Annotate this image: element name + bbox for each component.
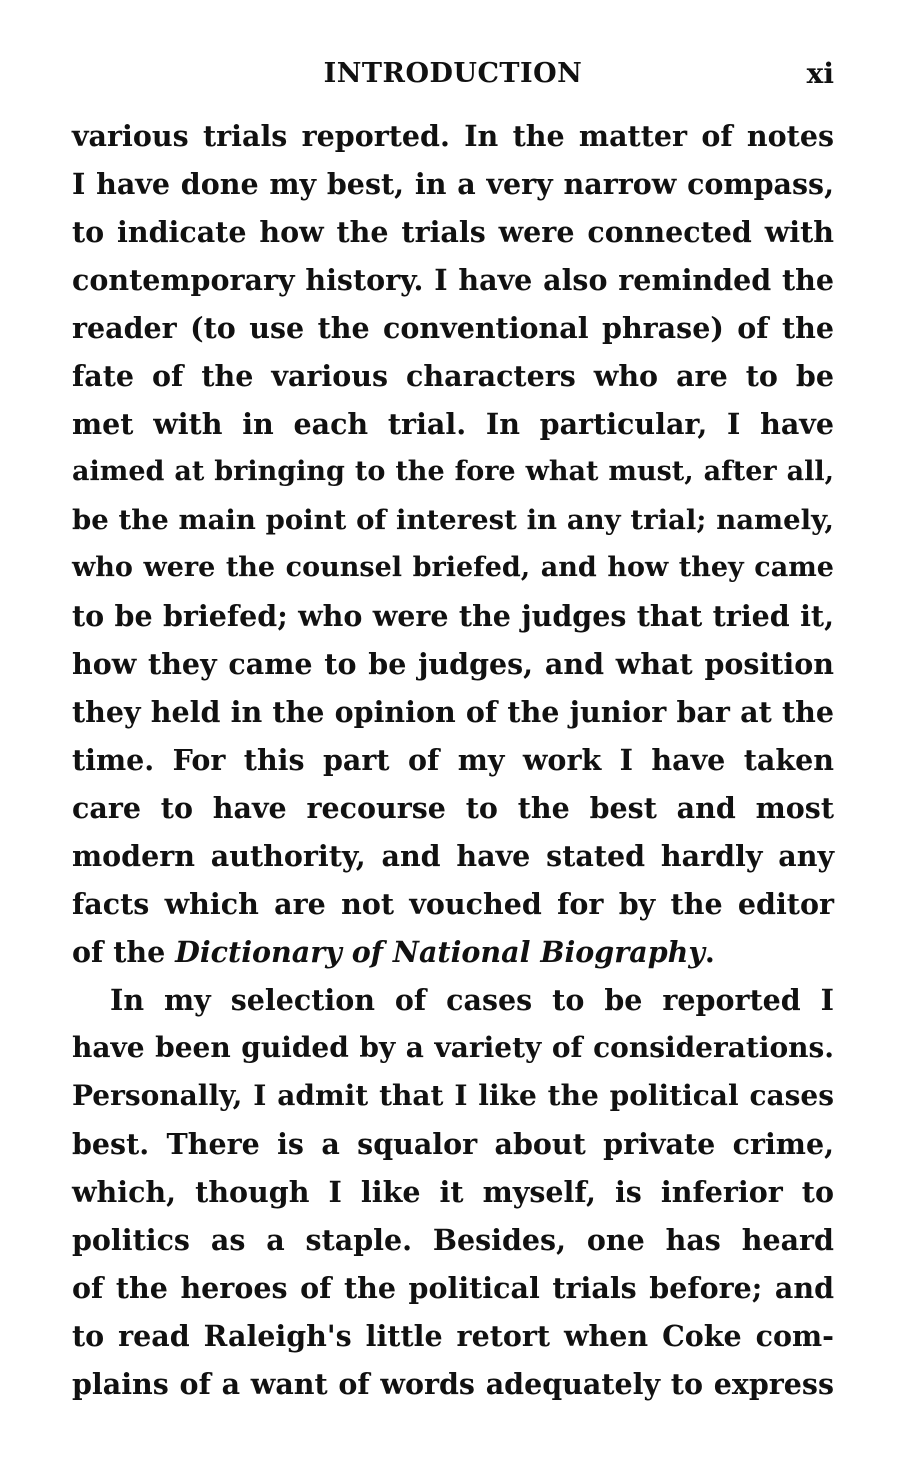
- text-fragment: .: [704, 935, 715, 969]
- text-line-indented: In my selection of cases to be reported I: [110, 983, 834, 1017]
- text-line: who were the counsel briefed, and how they came: [72, 552, 834, 583]
- text-line: reader (to use the conventional phrase) of the: [72, 311, 834, 345]
- text-line-last: [72, 928, 834, 976]
- paragraph-1: [72, 112, 834, 976]
- text-line: of the heroes of the political trials before; and: [72, 1271, 834, 1305]
- text-fragment: of the: [72, 935, 176, 969]
- text-line: how they came to be judges, and what position: [72, 647, 834, 681]
- text-line: have been guided by a variety of considerations.: [72, 1031, 834, 1064]
- text-line: which, though I like it myself, is inferior to: [72, 1175, 834, 1209]
- text-line: care to have recourse to the best and most: [72, 791, 834, 825]
- book-title-italic: Dictionary of National Biography: [175, 935, 705, 969]
- text-line: they held in the opinion of the junior bar at the: [72, 695, 834, 729]
- text-line: aimed at bringing to the fore what must, after all,: [72, 456, 834, 487]
- text-line: I have done my best, in a very narrow compass,: [72, 167, 834, 201]
- body-text: [72, 112, 834, 1408]
- text-line: to read Raleigh's little retort when Coke com-: [72, 1319, 834, 1353]
- text-line: met with in each trial. In particular, I have: [72, 407, 834, 441]
- text-line: fate of the various characters who are to be: [72, 359, 834, 393]
- text-line: modern authority, and have stated hardly any: [72, 839, 834, 873]
- text-line: be the main point of interest in any trial; namely,: [72, 504, 834, 536]
- text-line: time. For this part of my work I have taken: [72, 743, 834, 777]
- paragraph-2: [72, 976, 834, 1408]
- text-line: best. There is a squalor about private crime,: [72, 1127, 834, 1161]
- text-line: politics as a staple. Besides, one has heard: [72, 1223, 834, 1257]
- text-line: to indicate how the trials were connected with: [72, 215, 834, 249]
- text-line: to be briefed; who were the judges that tried it,: [72, 599, 834, 633]
- running-head: [72, 54, 834, 94]
- page-number: xi: [806, 57, 834, 90]
- text-line: facts which are not vouched for by the editor: [72, 887, 834, 921]
- running-title: INTRODUCTION: [323, 58, 583, 89]
- text-line: Personally, I admit that I like the political cases: [72, 1079, 834, 1112]
- text-line: contemporary history. I have also reminded the: [72, 263, 834, 297]
- text-line: various trials reported. In the matter of notes: [72, 119, 834, 153]
- text-line: plains of a want of words adequately to express: [72, 1367, 834, 1401]
